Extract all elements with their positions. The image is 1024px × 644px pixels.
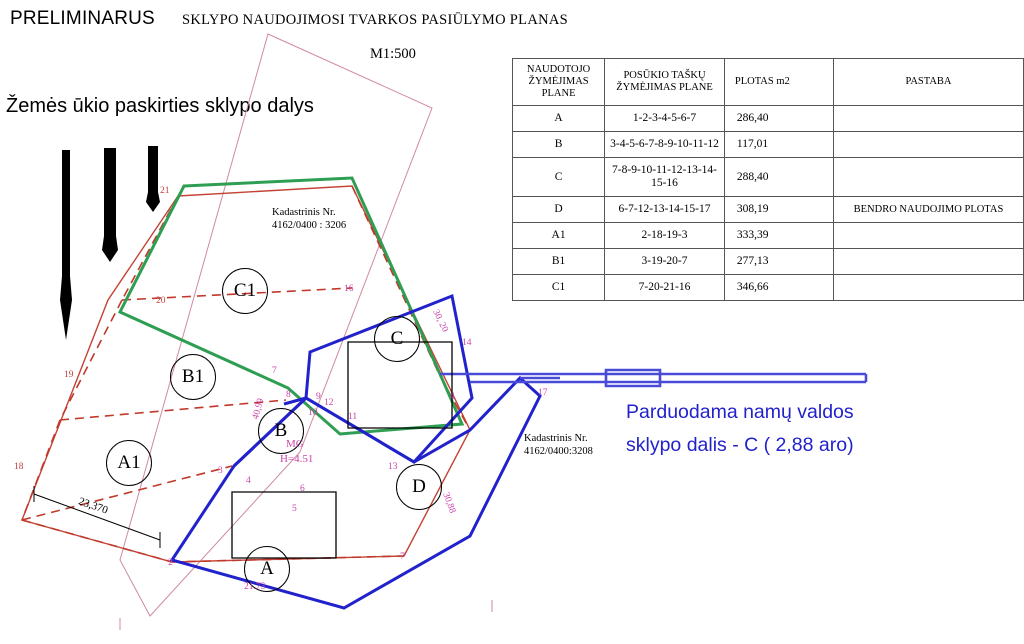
cadastral-left-line1: Kadastrinis Nr.: [272, 207, 336, 218]
cadastral-left-line2: 4162/0400 : 3206: [272, 220, 347, 231]
cell-area: 308,19: [724, 197, 833, 223]
cell-mark: D: [513, 197, 605, 223]
cell-points: 2-18-19-3: [605, 223, 725, 249]
table-row: [513, 132, 1024, 158]
cell-points: 3-4-5-6-7-8-9-10-11-12: [605, 132, 725, 158]
cell-points: 7-8-9-10-11-12-13-14-15-16: [605, 158, 725, 197]
vertex-18: 18: [14, 462, 24, 472]
table-row: [513, 249, 1024, 275]
header-area: PLOTAS m2: [724, 59, 833, 106]
vertex-16: 16: [344, 284, 354, 294]
vertex-13: 13: [388, 462, 398, 472]
parcel-label-a: A: [244, 546, 290, 592]
cell-note: [833, 249, 1023, 275]
parcel-label-b: B: [258, 408, 304, 454]
vertex-8: 8: [286, 390, 291, 400]
cell-points: 1-2-3-4-5-6-7: [605, 106, 725, 132]
table-body: [513, 106, 1024, 301]
vertex-12: 12: [324, 398, 334, 408]
parcel-label-d: D: [396, 464, 442, 510]
sale-note: [626, 396, 986, 462]
scale-label: M1:500: [370, 46, 416, 62]
cell-mark: C: [513, 158, 605, 197]
sale-note-line2: sklypo dalis - C ( 2,88 aro): [626, 434, 854, 456]
parcel-label-a1: A1: [106, 440, 152, 486]
vertex-11: 11: [348, 412, 358, 422]
vertex-2: 2: [168, 558, 173, 568]
header-note: PASTABA: [833, 59, 1023, 106]
vertex-14: 14: [462, 338, 472, 348]
vertex-19: 19: [64, 370, 74, 380]
cell-area: 117,01: [724, 132, 833, 158]
cadastral-right-line2: 4162/0400:3208: [524, 446, 593, 457]
cadastral-number-left: [272, 206, 346, 232]
table-row: [513, 106, 1024, 132]
cadastral-right-line1: Kadastrinis Nr.: [524, 433, 588, 444]
buildings: [232, 342, 452, 558]
vertex-3: 3: [218, 466, 223, 476]
header-turning-points: POSŪKIO TAŠKŲ ŽYMĖJIMAS PLANE: [605, 59, 725, 106]
cadastral-number-right: [524, 432, 593, 458]
dimension-4099: 40,99: [250, 397, 267, 421]
boundary-ticks: [120, 600, 492, 630]
table-row: [513, 275, 1024, 301]
cell-area: 277,13: [724, 249, 833, 275]
cell-points: 3-19-20-7: [605, 249, 725, 275]
parcel-label-b1: B1: [170, 354, 216, 400]
dimension-2173: 21.73: [244, 582, 266, 592]
dimension-23370: 23,370: [76, 495, 110, 517]
cell-points: 7-20-21-16: [605, 275, 725, 301]
cell-note: [833, 275, 1023, 301]
cell-note: [833, 106, 1023, 132]
cell-points: 6-7-12-13-14-15-17: [605, 197, 725, 223]
cell-mark: A: [513, 106, 605, 132]
table-header-row: [513, 59, 1024, 106]
table-row: [513, 223, 1024, 249]
subtitle-agricultural-parts: Žemės ūkio paskirties sklypo dalys: [6, 95, 314, 117]
cell-area: 346,66: [724, 275, 833, 301]
direction-arrows: [60, 146, 160, 340]
vertex-5: 5: [292, 504, 297, 514]
cell-note: [833, 223, 1023, 249]
sale-note-line1: Parduodama namų valdos: [626, 401, 854, 423]
vertex-4: 4: [246, 476, 251, 486]
vertex-7-bottom: 7: [400, 552, 405, 562]
parcel-label-c: C: [374, 316, 420, 362]
table-row: [513, 197, 1024, 223]
vertex-6: 6: [300, 484, 305, 494]
cell-mark: A1: [513, 223, 605, 249]
cell-area: 286,40: [724, 106, 833, 132]
dimension-line-23370: [34, 486, 160, 548]
blue-access-strip: [440, 370, 866, 386]
cell-note: BENDRO NAUDOJIMO PLOTAS: [833, 197, 1023, 223]
dimension-3088: 30,88: [440, 491, 458, 515]
cell-mark: B1: [513, 249, 605, 275]
page-title-plan: SKLYPO NAUDOJIMOSI TVARKOS PASIŪLYMO PLANAS: [182, 12, 568, 28]
cell-area: 333,39: [724, 223, 833, 249]
vertex-17: 17: [538, 388, 548, 398]
table-row: [513, 158, 1024, 197]
cell-mark: C1: [513, 275, 605, 301]
parcel-label-c1: C1: [222, 268, 268, 314]
cell-area: 288,40: [724, 158, 833, 197]
dimension-3020: 30, 20: [430, 308, 450, 334]
header-user-mark: NAUDOTOJO ŽYMĖJIMAS PLANE: [513, 59, 605, 106]
vertex-7-left: 7: [272, 366, 277, 376]
cell-note: [833, 158, 1023, 197]
page-title-preliminary: PRELIMINARUS: [10, 8, 155, 29]
vertex-21: 21: [160, 186, 170, 196]
vertex-20: 20: [156, 296, 166, 306]
vertex-15: 4: [450, 392, 455, 402]
building-height-label: H=4.51: [280, 453, 314, 465]
building-label-mg: MG: [286, 438, 304, 450]
cell-note: [833, 132, 1023, 158]
vertex-10: 10: [308, 408, 318, 418]
cell-mark: B: [513, 132, 605, 158]
vertex-9: 9: [316, 392, 321, 402]
table-header: [513, 59, 1024, 106]
parcel-usage-table: [512, 58, 1024, 301]
